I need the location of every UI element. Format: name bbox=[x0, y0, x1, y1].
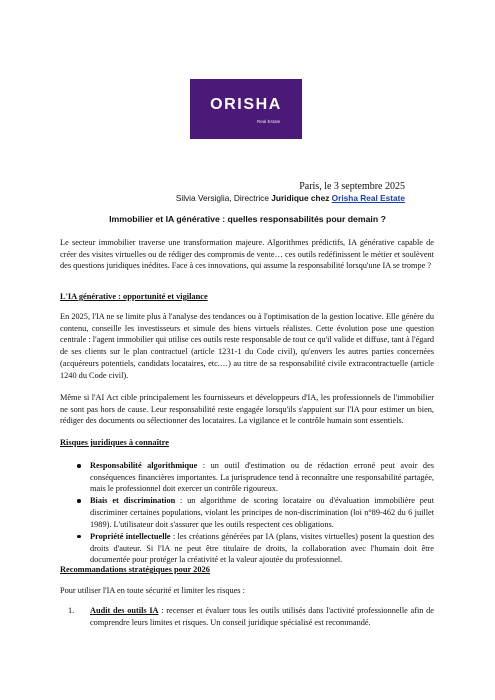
document-title: Immobilier et IA générative : quelles responsabilités pour demain ? bbox=[109, 214, 386, 224]
author-role: Juridique chez bbox=[271, 193, 332, 203]
section-heading-risques: Risques juridiques à connaître bbox=[60, 438, 169, 447]
logo-tagline: Real Estate bbox=[257, 119, 281, 124]
section1-paragraph-2: Même si l'AI Act cible principalement les fournisseurs et développeurs d'IA, les professionnels de l'immobilier ne sont pas hors de cause. Leur responsabilité reste engagée lorsqu'ils s'appuient sur l'IA pour estimer un bien, rédiger des documents ou sélectionner des locataires. La vigilance et le contrôle humain sont essentiels. bbox=[60, 393, 434, 426]
list-item: Responsabilité algorithmique : un outil d'estimation ou de rédaction erroné peut avoir des conséquences financières importantes. La jurisprudence tend à reconnaître une responsabilité partagée, mais le professionnel doit exercer un contrôle rigoureux. bbox=[60, 460, 434, 495]
logo-wordmark: ORISHA bbox=[210, 96, 282, 113]
author-name: Silvia Versiglia, Directrice bbox=[175, 193, 272, 203]
recommendations-list bbox=[60, 605, 434, 628]
recommendations-lead: Pour utiliser l'IA en toute sécurité et limiter les risques : bbox=[60, 586, 245, 595]
section-heading-ia-generative: L'IA générative : opportunité et vigilance bbox=[60, 292, 208, 301]
dateline: Paris, le 3 septembre 2025 bbox=[299, 181, 405, 192]
risk-list bbox=[60, 460, 434, 566]
bullet-icon bbox=[77, 499, 81, 503]
bullet-icon bbox=[77, 464, 81, 468]
list-item: Biais et discrimination : un algorithme de scoring locataire ou d'évaluation immobilière peut discriminer certaines populations, violant les principes de non-discrimination (loi n°89-462 du 6 juillet 1989). L'utilisateur doit s'assurer que les outils respectent ces obligations. bbox=[60, 495, 434, 530]
company-logo bbox=[190, 79, 302, 139]
section-heading-recommandations: Recommandations stratégiques pour 2026 bbox=[60, 565, 210, 574]
list-item: 1. Audit des outils IA : recenser et évaluer tous les outils utilisés dans l'activité professionnelle afin de comprendre leurs limites et risques. Un conseil juridique spécialisé est recommandé. bbox=[68, 606, 434, 627]
section1-paragraph-1: En 2025, l'IA ne se limite plus à l'analyse des tendances ou à l'optimisation de la gestion locative. Elle génère du contenu, conseille les investisseurs et simule des biens virtuels réalistes. Cette évolution pose une question centrale : l'agent immobilier qui utilise ces outils reste responsable de tout ce qu'il valide et diffuse, tant à l'égard de ses clients sur le plan contractuel (article 1231-1 du Code civil), qu'envers les autres parties concernées (acquéreurs potentiels, candidats locataires, etc.…) au titre de sa responsabilité civile extracontractuelle (article 1240 du Code civil). bbox=[60, 312, 434, 380]
list-item: Propriété intellectuelle : les créations générées par IA (plans, visites virtuelles) posent la question des droits d'auteur. Si l'IA ne peut être titulaire de droits, la collaboration avec l'humain doit être documentée pour protéger la créativité et la valeur ajoutée du professionnel. bbox=[60, 531, 434, 566]
author-line bbox=[176, 193, 405, 203]
bullet-icon bbox=[77, 535, 81, 539]
intro-paragraph: Le secteur immobilier traverse une transformation majeure. Algorithmes prédictifs, IA générative capable de créer des visites virtuelles ou de rédiger des compromis de vente… ces outils redéfinissent le métier et soulèvent des questions juridiques inédites. Face à ces innovations, qui assume la responsabilité lorsqu'une IA se trompe ? bbox=[60, 238, 434, 271]
company-link[interactable]: Orisha Real Estate bbox=[331, 193, 405, 203]
